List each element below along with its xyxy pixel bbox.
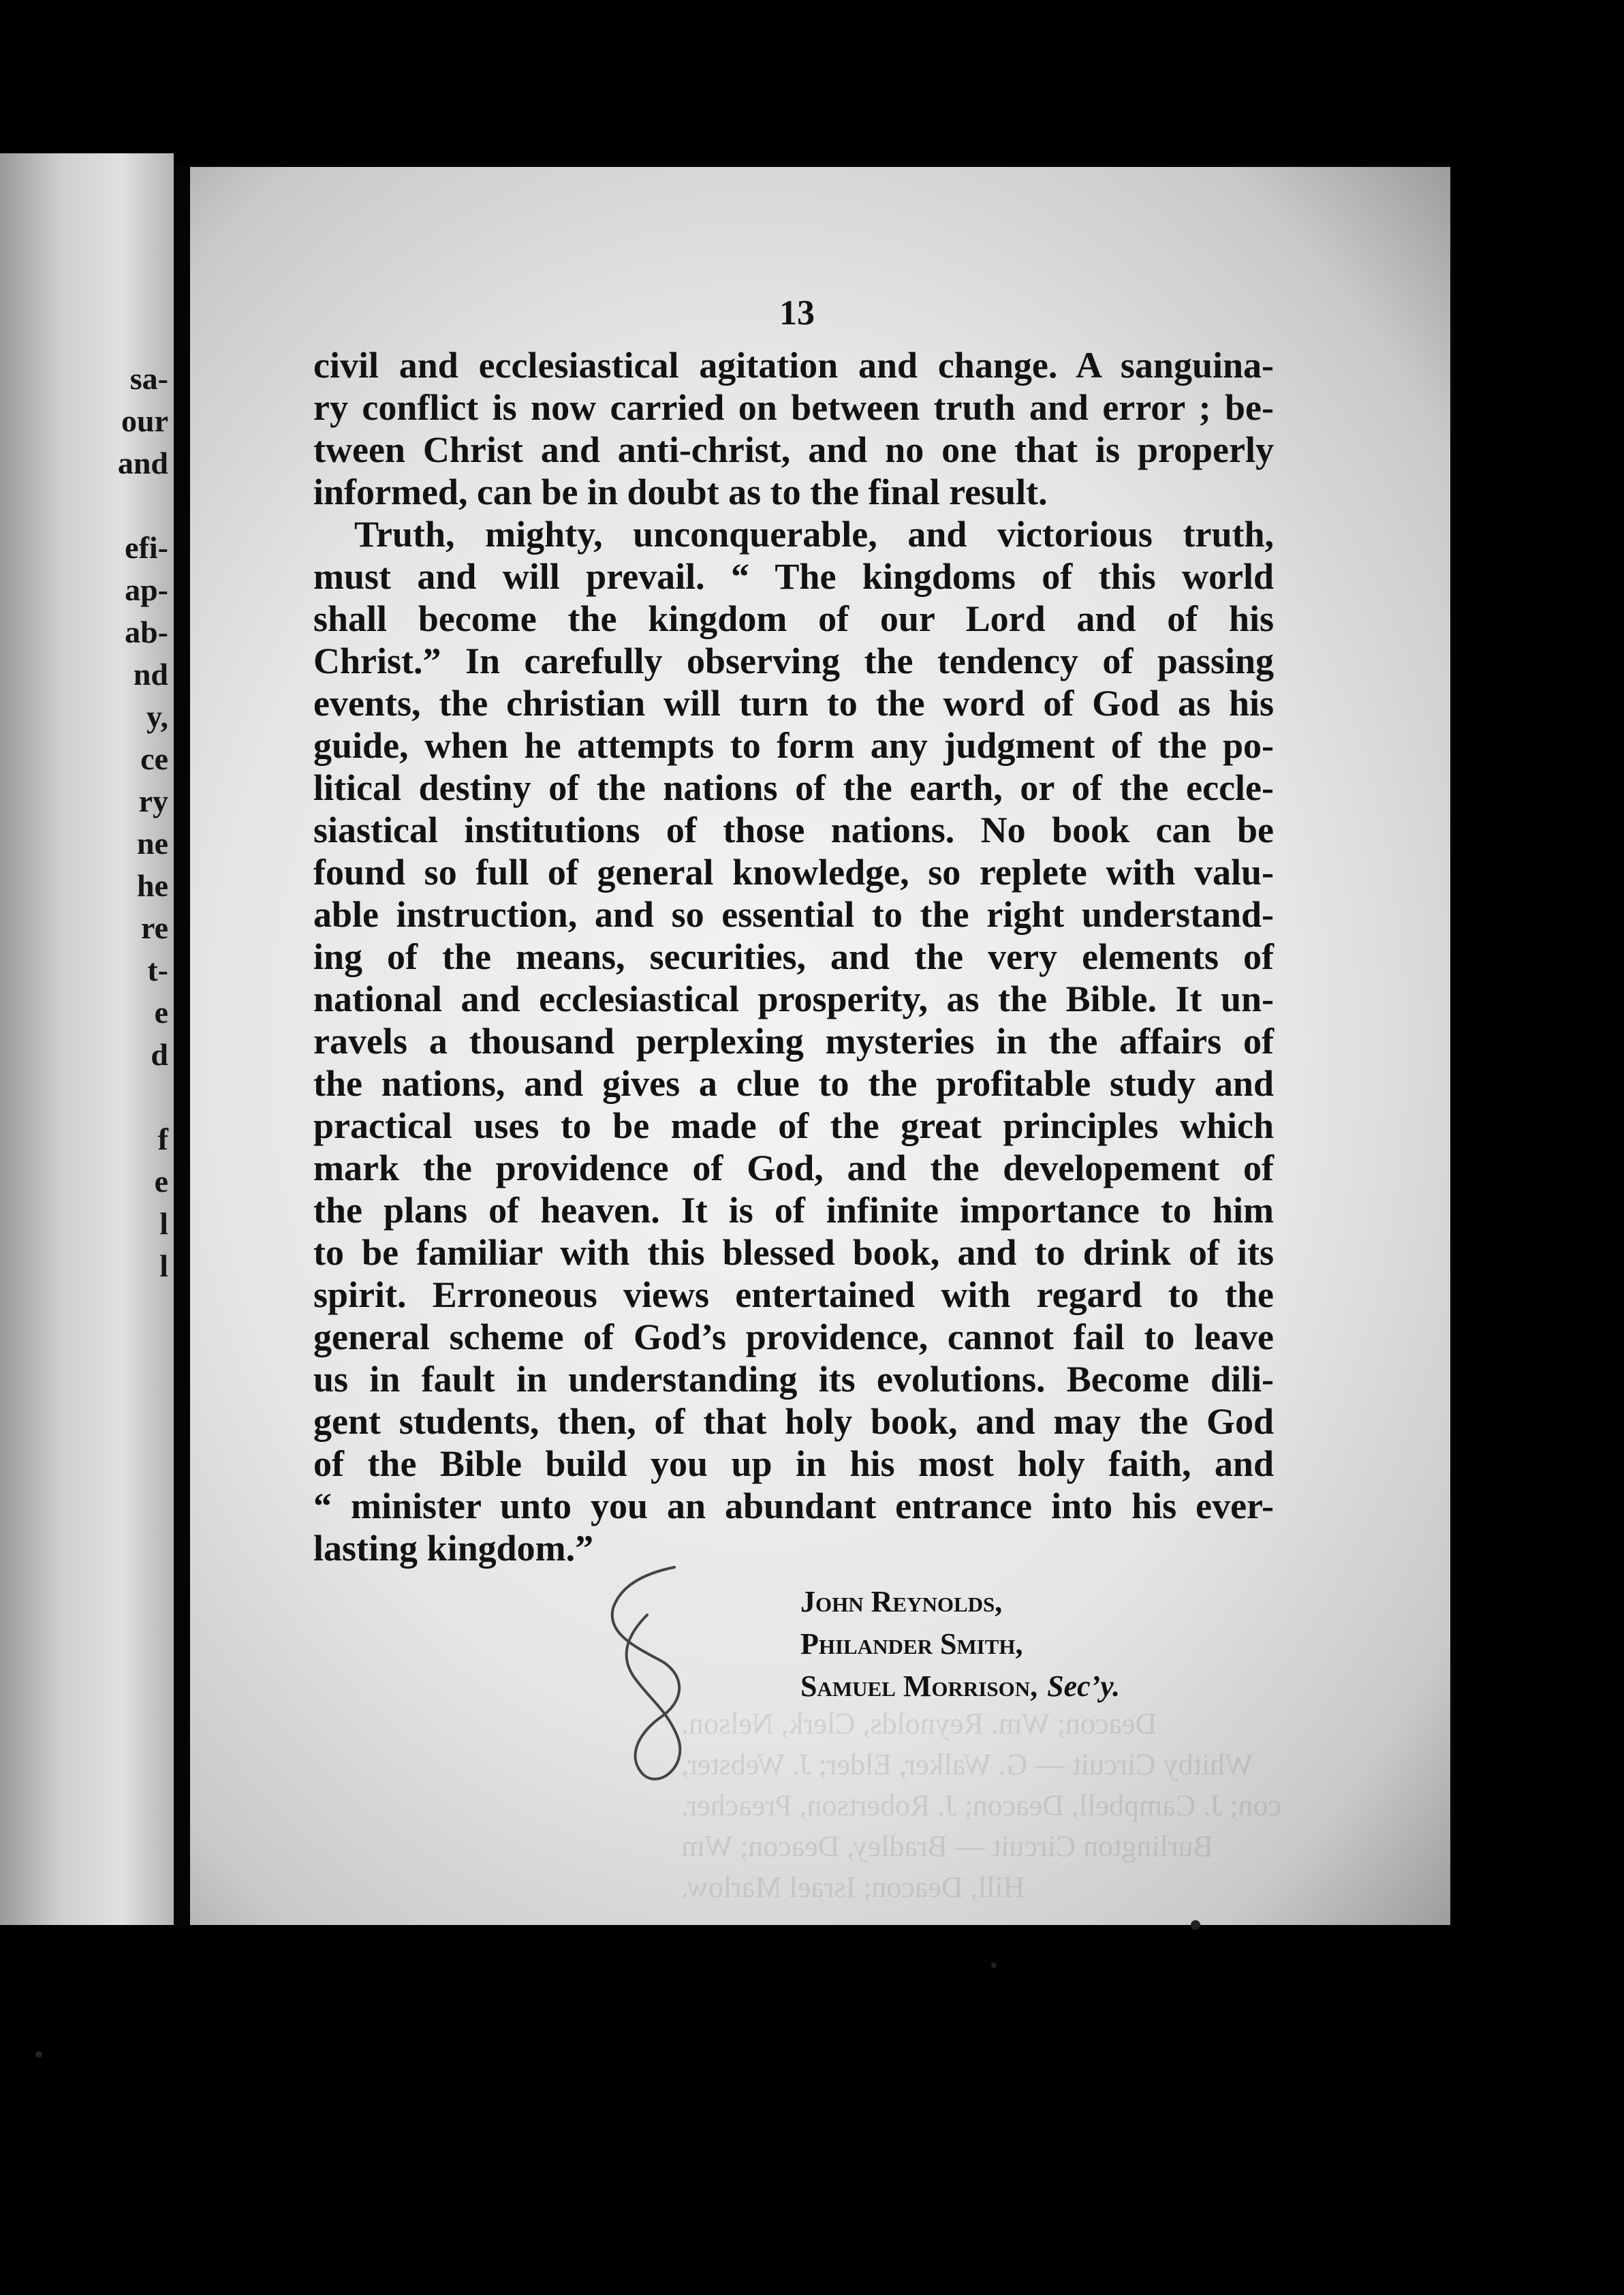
page-number: 13	[779, 294, 815, 333]
bleed-through-line: Deacon; Wm. Reynolds, Clerk, Nelson.	[681, 1707, 1157, 1740]
previous-page-text-fragment: he	[137, 868, 168, 903]
previous-page-text-fragment: e	[154, 995, 168, 1030]
text-line: of the Bible build you up in his most holy faith, and	[313, 1443, 1274, 1484]
signatory-name: Samuel Morrison,	[800, 1669, 1038, 1703]
bleed-through-line: Burlington Circuit — Bradley, Deacon; Wm	[681, 1830, 1213, 1863]
previous-page-text-fragment: l	[159, 1206, 168, 1241]
speck	[1191, 1920, 1200, 1930]
text-line: informed, can be in doubt as to the final result.	[313, 472, 1048, 512]
previous-page-fragment	[0, 153, 174, 1925]
text-line: ravels a thousand perplexing mysteries in the affairs of	[313, 1021, 1274, 1062]
text-line: gent students, then, of that holy book, and may the God	[313, 1401, 1274, 1442]
signatory-title: Sec’y.	[1047, 1669, 1121, 1703]
text-line: litical destiny of the nations of the earth, or of the eccle-	[313, 767, 1274, 808]
previous-page-text-fragment: ce	[140, 741, 168, 776]
previous-page-text-fragment: l	[159, 1248, 168, 1283]
text-line: practical uses to be made of the great principles which	[313, 1105, 1274, 1146]
text-line: ry conflict is now carried on between truth and error ; be-	[313, 387, 1274, 428]
text-line: us in fault in understanding its evolutions. Become dili-	[313, 1359, 1274, 1400]
signatory-name: John Reynolds,	[800, 1585, 1003, 1618]
text-line: mark the providence of God, and the developement of	[313, 1148, 1274, 1188]
text-line: tween Christ and anti-christ, and no one that is properly	[313, 429, 1274, 470]
text-line: the nations, and gives a clue to the profitable study and	[313, 1063, 1274, 1104]
speck	[991, 1962, 997, 1968]
text-line: events, the christian will turn to the word of God as his	[313, 683, 1274, 724]
text-line: found so full of general knowledge, so replete with valu-	[313, 852, 1274, 893]
text-line: ing of the means, securities, and the very elements of	[313, 936, 1274, 977]
bleed-through-line: Whitby Circuit — G. Walker, Elder; J. Webster,	[681, 1748, 1253, 1781]
text-line: “ minister unto you an abundant entrance into his ever-	[313, 1485, 1274, 1526]
text-line: spirit. Erroneous views entertained with regard to the	[313, 1274, 1274, 1315]
previous-page-text-fragment: ry	[138, 784, 168, 818]
text-line: shall become the kingdom of our Lord and of his	[313, 598, 1274, 639]
previous-page-text-fragment: ap-	[125, 572, 168, 607]
previous-page-text-fragment: f	[157, 1122, 168, 1156]
previous-page-text-fragment: sa-	[129, 361, 168, 396]
speck	[35, 2051, 42, 2058]
text-line: siastical institutions of those nations. No book can be	[313, 810, 1274, 850]
text-line: the plans of heaven. It is of infinite importance to him	[313, 1190, 1274, 1231]
previous-page-text-fragment: nd	[133, 657, 168, 692]
text-line: general scheme of God’s providence, cannot fail to leave	[313, 1316, 1274, 1357]
bleed-through-line: Hill, Deacon; Israel Marlow.	[681, 1870, 1025, 1904]
previous-page-text-fragment: y,	[146, 699, 168, 734]
signatory	[800, 1665, 1277, 1708]
text-line: guide, when he attempts to form any judgment of the po-	[313, 725, 1274, 766]
previous-page-text-fragment: d	[151, 1037, 168, 1072]
signature-block	[800, 1581, 1277, 1708]
previous-page-text-fragment: t-	[147, 953, 168, 987]
body-text	[313, 344, 1274, 1569]
previous-page-text-fragment: ab-	[125, 615, 168, 649]
signatory	[800, 1581, 1277, 1623]
text-line: Truth, mighty, unconquerable, and victorious truth,	[354, 514, 1274, 555]
text-line: must and will prevail. “ The kingdoms of this world	[313, 556, 1274, 597]
previous-page-text-fragment: our	[121, 403, 168, 438]
previous-page-text-fragment: e	[154, 1164, 168, 1199]
previous-page-text-fragment: re	[140, 910, 168, 945]
text-line: able instruction, and so essential to the right understand-	[313, 894, 1274, 935]
text-line: Christ.” In carefully observing the tendency of passing	[313, 641, 1274, 681]
signatory-name: Philander Smith,	[800, 1627, 1023, 1661]
bleed-through-text	[681, 1704, 1294, 1908]
previous-page-text-fragment: and	[117, 446, 168, 480]
gutter-line	[174, 164, 190, 1928]
previous-page-text-fragment: efi-	[125, 530, 168, 565]
signatory	[800, 1623, 1277, 1665]
previous-page-text-fragment: ne	[137, 826, 168, 861]
text-line: civil and ecclesiastical agitation and change. A sanguina-	[313, 345, 1274, 386]
text-line: lasting kingdom.”	[313, 1528, 594, 1569]
text-line: national and ecclesiastical prosperity, as the Bible. It un-	[313, 979, 1274, 1019]
bleed-through-line: con; J. Campbell, Deacon; J. Robertson, Preacher.	[681, 1789, 1282, 1822]
text-line: to be familiar with this blessed book, and to drink of its	[313, 1232, 1274, 1273]
